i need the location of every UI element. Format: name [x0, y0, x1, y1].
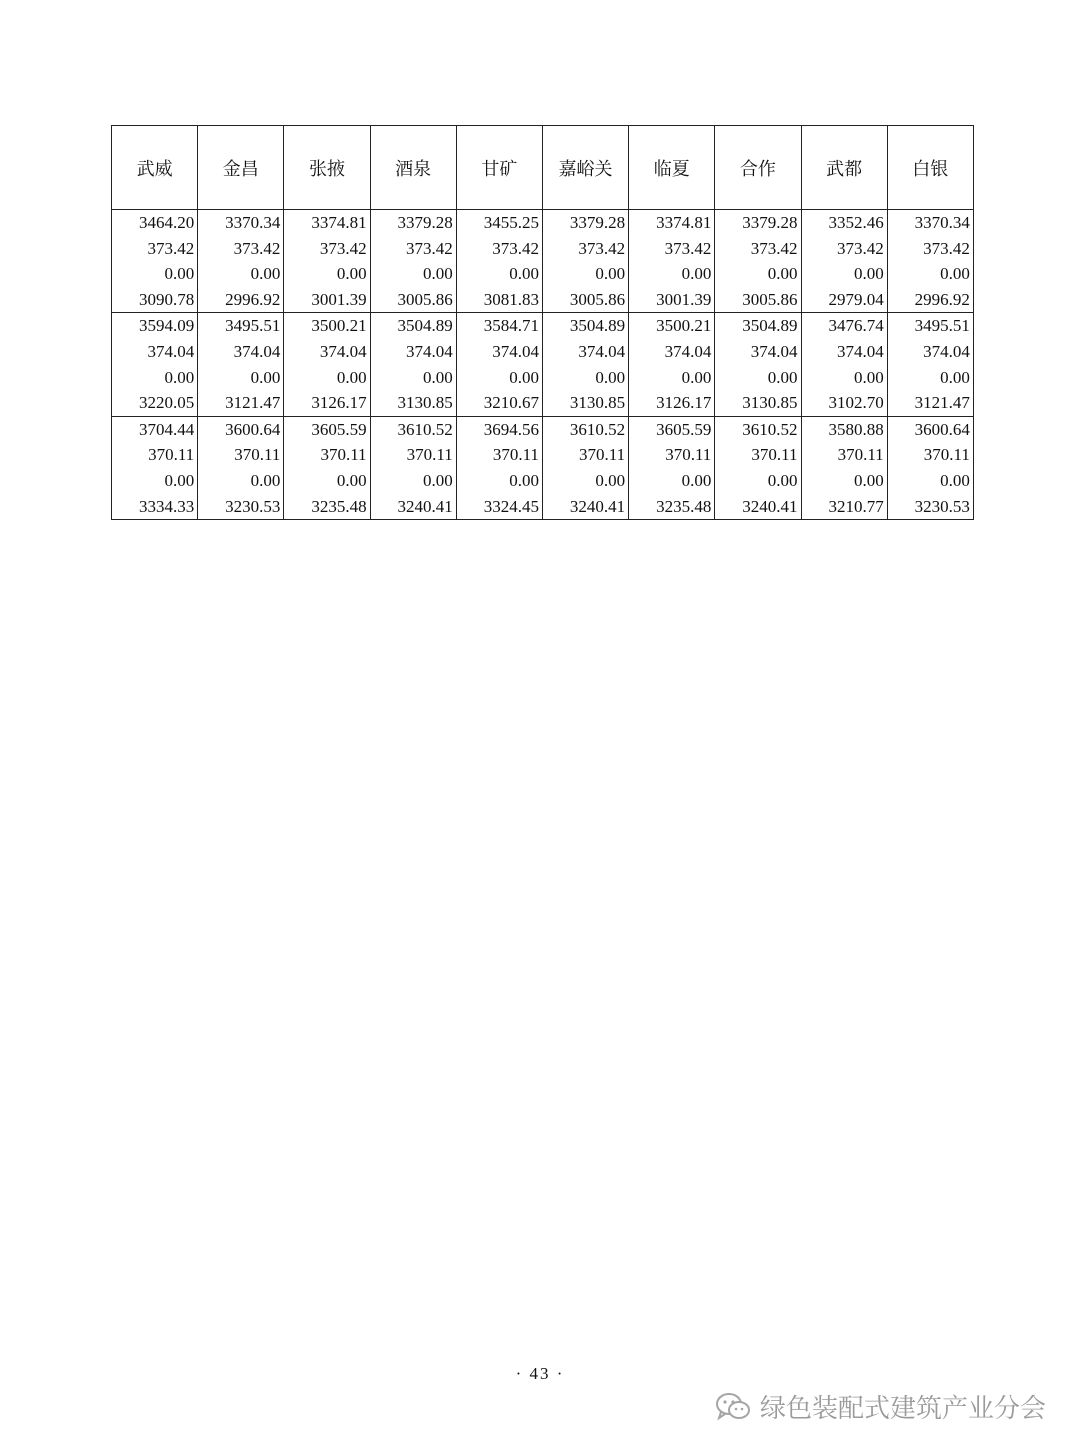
table-cell: 0.00 — [198, 365, 284, 391]
table-cell: 0.00 — [198, 261, 284, 287]
table-cell: 3005.86 — [370, 287, 456, 313]
table-cell: 370.11 — [629, 442, 715, 468]
table-cell: 3102.70 — [801, 390, 887, 416]
table-cell: 3370.34 — [887, 210, 973, 236]
table-cell: 0.00 — [801, 365, 887, 391]
table-cell: 3121.47 — [198, 390, 284, 416]
table-cell: 370.11 — [801, 442, 887, 468]
table-cell: 3605.59 — [629, 416, 715, 442]
table-cell: 3600.64 — [198, 416, 284, 442]
table-cell: 3500.21 — [629, 313, 715, 339]
table-row — [112, 261, 974, 287]
table-cell: 2996.92 — [887, 287, 973, 313]
header-cell: 甘矿 — [456, 126, 542, 210]
table-cell: 0.00 — [542, 261, 628, 287]
table-cell: 0.00 — [456, 468, 542, 494]
page-number: · 43 · — [515, 1364, 565, 1383]
table-cell: 3235.48 — [629, 494, 715, 520]
header-cell: 张掖 — [284, 126, 370, 210]
header-cell: 临夏 — [629, 126, 715, 210]
table-cell: 3610.52 — [542, 416, 628, 442]
table-cell: 0.00 — [801, 468, 887, 494]
table-cell: 0.00 — [456, 365, 542, 391]
table-cell: 0.00 — [370, 261, 456, 287]
table-cell: 3495.51 — [887, 313, 973, 339]
table-cell: 0.00 — [112, 468, 198, 494]
table-cell: 3126.17 — [629, 390, 715, 416]
data-table — [111, 125, 974, 520]
table-row — [112, 287, 974, 313]
table-row — [112, 442, 974, 468]
table-cell: 0.00 — [542, 365, 628, 391]
header-cell: 嘉峪关 — [542, 126, 628, 210]
header-cell: 白银 — [887, 126, 973, 210]
table-cell: 3235.48 — [284, 494, 370, 520]
table-cell: 3126.17 — [284, 390, 370, 416]
table-cell: 3610.52 — [370, 416, 456, 442]
table-row — [112, 236, 974, 262]
table-cell: 0.00 — [370, 468, 456, 494]
table-cell: 3001.39 — [284, 287, 370, 313]
header-cell: 武都 — [801, 126, 887, 210]
table-cell: 0.00 — [715, 261, 801, 287]
table-cell: 370.11 — [370, 442, 456, 468]
table-cell: 370.11 — [456, 442, 542, 468]
table-cell: 3081.83 — [456, 287, 542, 313]
table-cell: 374.04 — [887, 339, 973, 365]
table-cell: 3001.39 — [629, 287, 715, 313]
table-cell: 3240.41 — [542, 494, 628, 520]
table-cell: 3694.56 — [456, 416, 542, 442]
table-cell: 3495.51 — [198, 313, 284, 339]
table-cell: 0.00 — [284, 261, 370, 287]
table-cell: 0.00 — [715, 468, 801, 494]
table-cell: 0.00 — [629, 261, 715, 287]
table-cell: 2979.04 — [801, 287, 887, 313]
header-cell: 武威 — [112, 126, 198, 210]
table-cell: 3610.52 — [715, 416, 801, 442]
table-cell: 0.00 — [629, 365, 715, 391]
table-header-row — [112, 126, 974, 210]
table-cell: 374.04 — [370, 339, 456, 365]
table-cell: 3005.86 — [542, 287, 628, 313]
table-cell: 373.42 — [112, 236, 198, 262]
table-cell: 370.11 — [715, 442, 801, 468]
table-cell: 3130.85 — [370, 390, 456, 416]
table-cell: 374.04 — [284, 339, 370, 365]
table-cell: 3374.81 — [284, 210, 370, 236]
table-cell: 3504.89 — [370, 313, 456, 339]
table-cell: 0.00 — [715, 365, 801, 391]
table-cell: 3210.77 — [801, 494, 887, 520]
table-cell: 370.11 — [284, 442, 370, 468]
table-cell: 3352.46 — [801, 210, 887, 236]
table-row — [112, 210, 974, 236]
table-cell: 373.42 — [370, 236, 456, 262]
table-cell: 3464.20 — [112, 210, 198, 236]
table-cell: 3090.78 — [112, 287, 198, 313]
table-cell: 3370.34 — [198, 210, 284, 236]
watermark-text: 绿色装配式建筑产业分会 — [759, 1394, 1046, 1424]
table-cell: 374.04 — [801, 339, 887, 365]
table-cell: 0.00 — [112, 365, 198, 391]
table-cell: 0.00 — [456, 261, 542, 287]
table-cell: 374.04 — [198, 339, 284, 365]
watermark — [714, 1388, 1046, 1425]
table-cell: 3230.53 — [198, 494, 284, 520]
table-cell: 0.00 — [198, 468, 284, 494]
header-cell: 合作 — [715, 126, 801, 210]
header-cell: 酒泉 — [370, 126, 456, 210]
table-cell: 3580.88 — [801, 416, 887, 442]
table-cell: 3594.09 — [112, 313, 198, 339]
table-cell: 3379.28 — [542, 210, 628, 236]
table-cell: 373.42 — [715, 236, 801, 262]
table-cell: 3220.05 — [112, 390, 198, 416]
table-cell: 373.42 — [801, 236, 887, 262]
table-row — [112, 313, 974, 339]
table-cell: 373.42 — [542, 236, 628, 262]
table-cell: 373.42 — [887, 236, 973, 262]
table-cell: 374.04 — [715, 339, 801, 365]
table-cell: 3476.74 — [801, 313, 887, 339]
table-cell: 0.00 — [629, 468, 715, 494]
table-cell: 373.42 — [198, 236, 284, 262]
table-cell: 374.04 — [542, 339, 628, 365]
table-cell: 373.42 — [456, 236, 542, 262]
table-cell: 3210.67 — [456, 390, 542, 416]
table-cell: 3500.21 — [284, 313, 370, 339]
table-cell: 373.42 — [284, 236, 370, 262]
table-cell: 3324.45 — [456, 494, 542, 520]
table-cell: 3504.89 — [542, 313, 628, 339]
table-row — [112, 494, 974, 520]
table-row — [112, 390, 974, 416]
table-cell: 3704.44 — [112, 416, 198, 442]
table-cell: 370.11 — [198, 442, 284, 468]
table-row — [112, 416, 974, 442]
table-cell: 3240.41 — [370, 494, 456, 520]
table-cell: 3121.47 — [887, 390, 973, 416]
table-cell: 3130.85 — [542, 390, 628, 416]
table-cell: 0.00 — [801, 261, 887, 287]
table-row — [112, 468, 974, 494]
table-cell: 370.11 — [112, 442, 198, 468]
table-cell: 0.00 — [887, 261, 973, 287]
table-cell: 0.00 — [887, 365, 973, 391]
table-cell: 2996.92 — [198, 287, 284, 313]
table-cell: 370.11 — [887, 442, 973, 468]
table-cell: 370.11 — [542, 442, 628, 468]
table-cell: 3455.25 — [456, 210, 542, 236]
table-cell: 3379.28 — [715, 210, 801, 236]
table-cell: 3605.59 — [284, 416, 370, 442]
table-cell: 374.04 — [456, 339, 542, 365]
table-cell: 3600.64 — [887, 416, 973, 442]
table-cell: 373.42 — [629, 236, 715, 262]
table-cell: 3230.53 — [887, 494, 973, 520]
table-cell: 0.00 — [887, 468, 973, 494]
header-cell: 金昌 — [198, 126, 284, 210]
table-cell: 374.04 — [112, 339, 198, 365]
table-cell: 3334.33 — [112, 494, 198, 520]
wechat-icon — [714, 1391, 752, 1423]
table-body — [112, 210, 974, 520]
table-cell: 3504.89 — [715, 313, 801, 339]
table-cell: 3240.41 — [715, 494, 801, 520]
table-cell: 0.00 — [284, 365, 370, 391]
table-row — [112, 365, 974, 391]
table-cell: 0.00 — [112, 261, 198, 287]
table-cell: 0.00 — [284, 468, 370, 494]
table-cell: 0.00 — [542, 468, 628, 494]
table-row — [112, 339, 974, 365]
table-cell: 374.04 — [629, 339, 715, 365]
table-cell: 3374.81 — [629, 210, 715, 236]
table-cell: 3130.85 — [715, 390, 801, 416]
table-cell: 3379.28 — [370, 210, 456, 236]
table-cell: 0.00 — [370, 365, 456, 391]
table-cell: 3584.71 — [456, 313, 542, 339]
table-cell: 3005.86 — [715, 287, 801, 313]
